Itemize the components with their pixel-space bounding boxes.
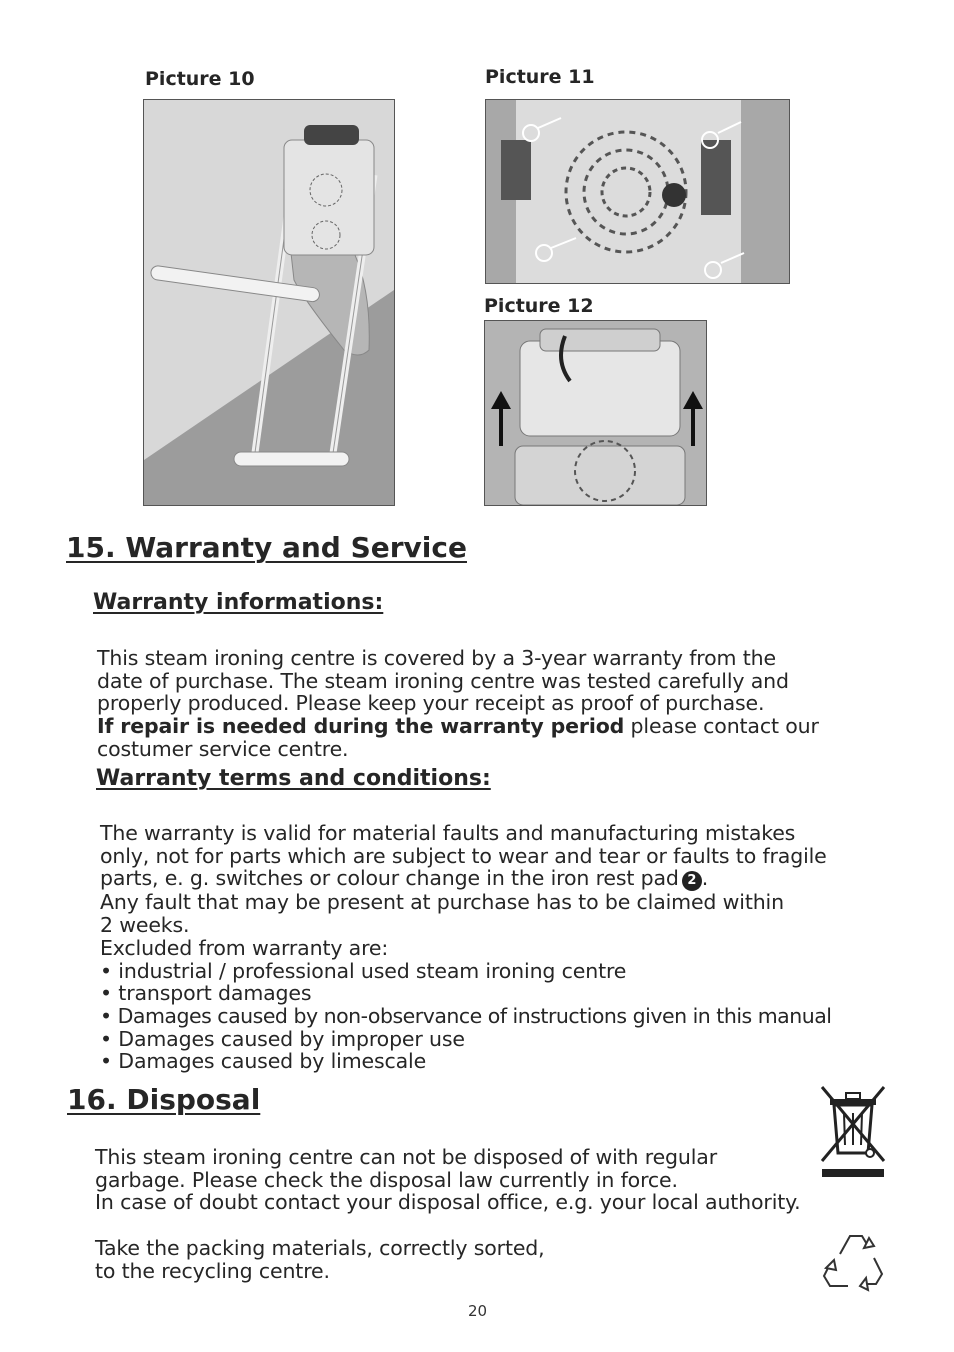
picture-12-photo (484, 320, 707, 506)
warranty-terms-text (100, 822, 832, 1073)
crossed-out-wheelie-bin-icon (818, 1083, 888, 1179)
text-line: The warranty is valid for material faults and manufacturing mistakes (100, 821, 796, 845)
recycling-text (95, 1237, 545, 1282)
text-line: costumer service centre. (97, 736, 349, 761)
warranty-info-heading: Warranty informations: (93, 590, 384, 615)
text-line: date of purchase. The steam ironing centre was tested carefully and (97, 668, 789, 693)
picture-11-photo (485, 99, 790, 284)
terms-line-3: parts, e. g. switches or colour change in the iron rest pad (100, 866, 679, 891)
warranty-info-text (97, 647, 819, 761)
list-item: • Damages caused by limescale (100, 1049, 427, 1074)
section-16-title: 16. Disposal (67, 1083, 261, 1116)
text-line (100, 867, 832, 891)
warranty-terms-heading: Warranty terms and conditions: (96, 766, 491, 791)
picture-11-label: Picture 11 (485, 66, 595, 88)
list-item: • Damages caused by improper use (100, 1026, 465, 1051)
recycling-arrows-icon (818, 1224, 888, 1294)
page-number: 20 (468, 1302, 488, 1320)
text-line: Any fault that may be present at purchase has to be claimed within (100, 890, 784, 915)
repair-rest-text: please contact our (624, 714, 819, 739)
part-number-badge: 2 (682, 871, 702, 891)
text-line: This steam ironing centre is covered by a 3-year warranty from the (97, 646, 776, 670)
text-line: to the recycling centre. (95, 1258, 330, 1283)
list-item: • transport damages (100, 981, 312, 1006)
text-line (97, 715, 819, 738)
text-line: This steam ironing centre can not be disposed of with regular (95, 1145, 717, 1169)
text-line: 2 weeks. (100, 913, 190, 938)
picture-10-label: Picture 10 (145, 68, 255, 90)
text-line: properly produced. Please keep your receipt as proof of purchase. (97, 691, 765, 716)
picture-10-photo (143, 99, 395, 506)
list-item: • Damages caused by non-observance of instructions given in this manual (100, 1003, 832, 1028)
terms-line-3-end: . (701, 866, 709, 891)
text-line: only, not for parts which are subject to wear and tear or faults to fragile (100, 843, 827, 868)
picture-12-label: Picture 12 (484, 295, 594, 317)
text-line: Take the packing materials, correctly sorted, (95, 1236, 545, 1260)
text-line: In case of doubt contact your disposal office, e.g. your local authority. (95, 1190, 801, 1215)
disposal-text (95, 1146, 801, 1214)
list-item: • industrial / professional used steam ironing centre (100, 958, 627, 983)
repair-bold-text: If repair is needed during the warranty period (97, 714, 625, 739)
section-15-title: 15. Warranty and Service (66, 531, 467, 564)
text-line: Excluded from warranty are: (100, 935, 389, 960)
text-line: garbage. Please check the disposal law currently in force. (95, 1167, 678, 1192)
